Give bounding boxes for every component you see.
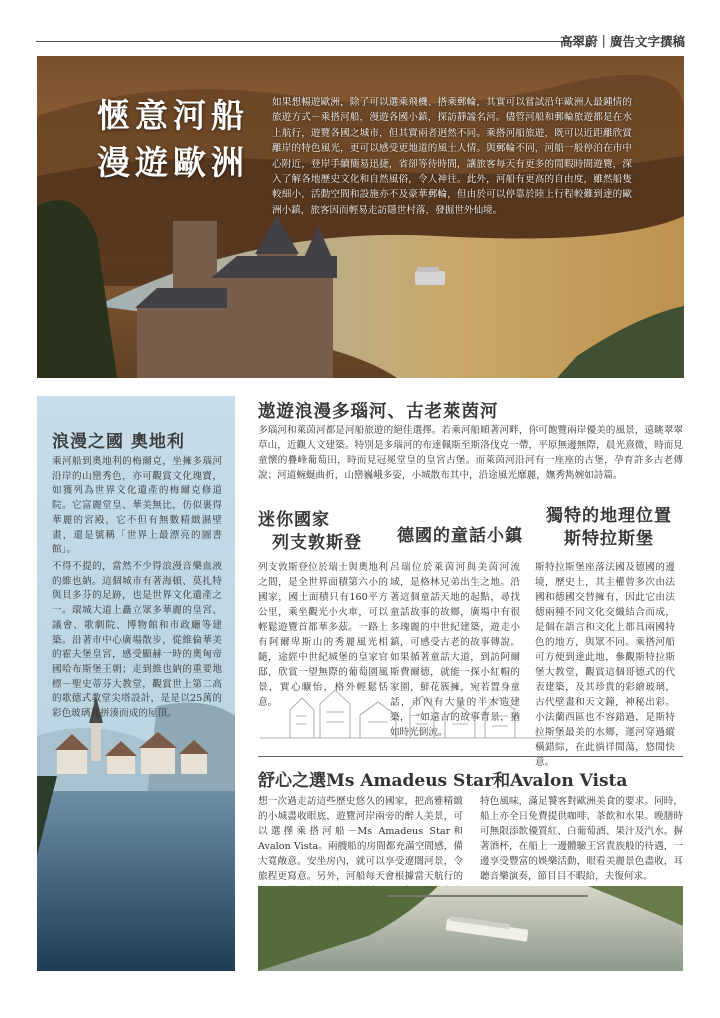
column3-title-line-1: 獨特的地理位置: [546, 506, 672, 526]
column2-body: 呂瑞位於萊茵河與美茵河流域，是格林兄弟出生之地。沿著這個童話天地的起點，尋找童話故事的故鄉，廣場中有很多瑰麗的中世紀建築，遊走小鎮，可感受古老的故事傳說。如果循著童話大道，到訪阿爾斯費爾德，就能一探小紅帽的家園，鮮花簇擁，宛若置身童話，市內有大量的半木造建築，一如遠古的故事背景，猶如時光倒流。: [390, 562, 520, 738]
section1-body: 多瑙河和萊茵河都是河船旅遊的絕佳選擇。若乘河船順著河畔，你可飽覽兩岸優美的風景，遠眺翠翠草山，近觀人文建築。特別是多瑙河的布達佩斯至斯洛伐克一帶，平原無邊無際，晨光熹微，時而見童懷的疊峰葡萄田，時而見冠冕堂皇的皇宮古堡。而萊茵河沿河有一座座的古堡，孕育許多古老傳說；河道蜿蜒曲折，山巒巍峨多姿，小城散布其中，沿途風光靡麗，嫵秀雋婉如詩篇。: [258, 425, 683, 481]
section-divider: [258, 756, 683, 757]
hero-intro-text: 如果想暢遊歐洲，除了可以選乘飛機、搭乘郵輪，其實可以嘗試沿年歐洲人最鍾情的旅遊方式－乘搭河船，漫遊各國小鎮，探訪靜謐名河。儘管河船和郵輪旅遊都是在水上航行，遊覽各國之城市，但其實兩者迥然不同。乘搭河船旅遊，既可以近距離欣賞離岸的特色風光，更可以感受更地道的風土人情。與郵輪不同，河船一般停泊在市中心附近，登岸手續簡易迅捷，省卻等待時間，讓旅客每天有更多的閒暇時間遊覽，深入了解各地歷史文化和自然風俗，令人神往。此外，河船有更高的自由度，雖然船隻較細小，活動空間和設施亦不及豪華郵輪，但由於可以停靠於陸上行程較難到達的歐洲小鎮，旅客因而輕易走訪隱世村落，發掘世外仙境。: [272, 97, 632, 216]
column3-title-line-2: 斯特拉斯堡: [564, 529, 654, 549]
section2-body-right: 特色風味，滿足饕客對歐洲美食的要求。同時，船上亦全日免費提供咖啡、茶飲和水果。晚膳時可無限添飲優質紅、白葡萄酒、果汁及汽水。摒著酒杯，在船上一邊體驗王宮貴族般的待遇，一邊享受豐富的娛樂活動，眼看美麗景色盡收，耳聽音樂演奏，節目目不暇給，夫復何求。: [480, 796, 683, 882]
sidebar-paragraph-1: 乘河船到奧地利的梅爾克，坐擁多瑙河沿岸的山巒秀色，亦可觀賞文化瑰寶，如獲列為世界文化遺產的梅爾克修道院。它富麗堂皇、華美無比，仿似裹得華麗的宮殿，它不但有無數精緻濕壁畫，還是號稱「世界上最漂亮的圖書館」。: [52, 456, 222, 556]
hero-title-line-2: 漫遊歐洲: [97, 143, 249, 182]
column1-title: [258, 509, 388, 555]
sketch-illustration: [260, 680, 560, 750]
column2-title: [390, 525, 530, 548]
column1-title-line-2: 列支敦斯登: [272, 533, 362, 553]
hero-title-line-1: 愜意河船: [97, 96, 249, 135]
sidebar-paragraph-2: 不得不提的，當然不少得浪漫音樂血液的維也納。這個城市有著海頓、莫扎特與貝多芬的足跡，也是世界文化遺產之一。環城大道上矗立眾多華麗的皇宮、議會、歌劇院、博物館和市政廳等建築。沿著市中心廣場散步，從維倫華美的霍夫堡皇宮，感受顯赫一時的奧匈帝國哈布斯堡王朝；走到維也納的重要地標－聖史蒂芬大教堂，觀賞世上第二高的歌德式教堂尖塔設計，是是以25萬的彩色玻璃瓦拼湊而成的屋頂。: [52, 561, 222, 720]
column2-title-line-1: 德國的童話小鎮: [397, 526, 523, 546]
sidebar-title: 浪漫之國 奧地利: [52, 432, 185, 452]
column3-body: 斯特拉斯堡座落法國及德國的邊境，歷史上，其主權曾多次由法國和德國交替擁有，因此它由法德兩種不同文化交織結合而成，是個在語言和文化上都具兩國特色的地方，與眾不同。乘搭河船可方便到達此地，參觀斯特拉斯堡大教堂，觀賞這個哥德式的代表建築，及其珍貴的彩繪玻璃，古代壁畫和天文鐘，神秘出彩。小法蘭西區也不容錯過，是斯特拉斯堡最美的水鄉，運河穿過縱橫錯綜，在此徜徉閒蕩，悠閒快意。: [535, 562, 675, 768]
column3-title: [535, 505, 683, 551]
hero-title: [97, 92, 267, 186]
column1-title-line-1: 迷你國家: [258, 510, 330, 530]
section2-title: 舒心之選Ms Amadeus Star和Avalon Vista: [258, 771, 628, 791]
header-rule: [36, 41, 583, 42]
section2-body-left: 想一次過走訪這些歷史悠久的國家，把高雅精緻的小城盡收眼底，遊覽河岸兩旁的醉人美景，可以選擇乘搭河船－Ms Amadeus Star和Avalon Vista。兩艘船的房間都充滿空間感，備大寬敞意。安坐房內，就可以享受遼闊河景，令旅程更寫意。另外，河船每天會根據當天航行的: [258, 796, 463, 882]
header-byline: 高翠蔚｜廣告文字撰稿: [560, 34, 686, 49]
section1-title: 遨遊浪漫多瑙河、古老萊茵河: [258, 402, 499, 422]
river-cruise-photo: [258, 886, 683, 971]
column1-body: 列支敦斯登位於瑞士與奧地利之間，是全世界面積第六小的國家，國土面積只有160平方公里，乘坐觀光小火車，可以輕鬆遊覽首都華多茲。一路上有阿爾卑斯山的秀麗風光相隨，途經中世紀城堡的皇家官邸，欣賞一望無際的葡萄園風景，實心曠怡，格外輕鬆恬意。: [258, 562, 388, 708]
